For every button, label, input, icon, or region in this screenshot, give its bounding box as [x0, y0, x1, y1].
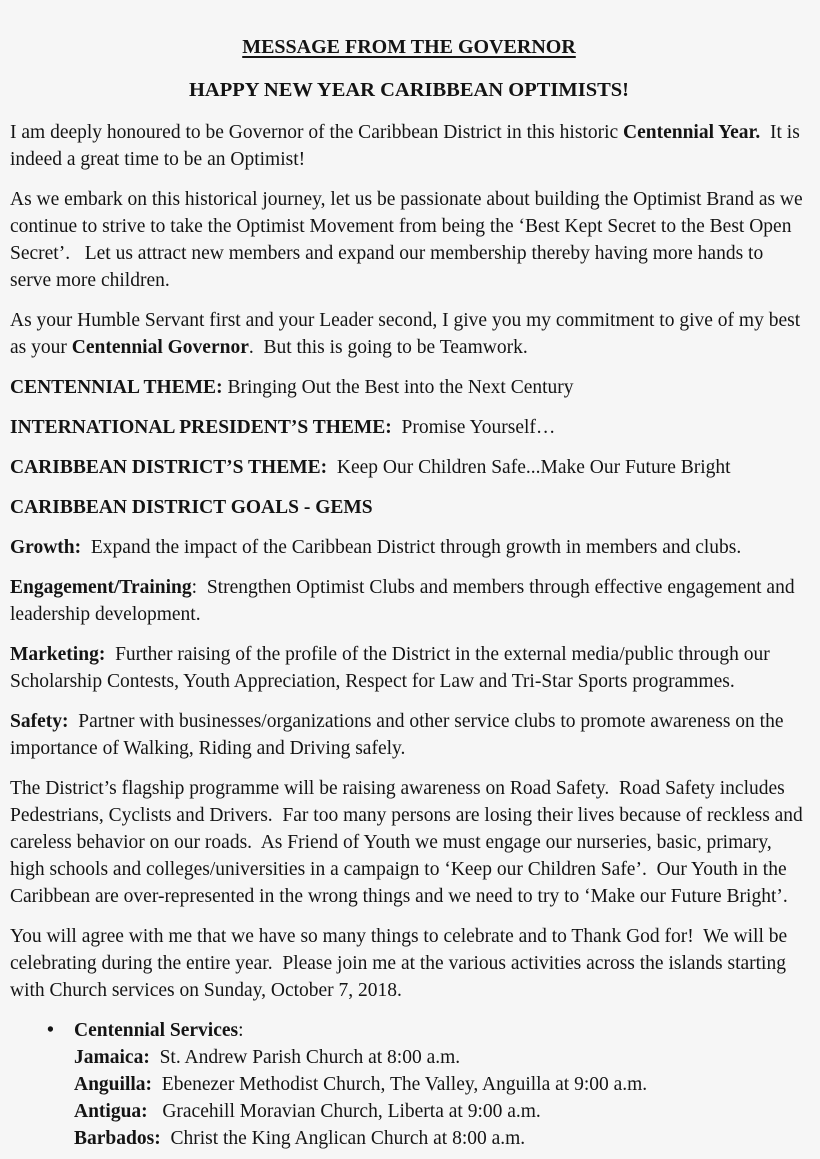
- intro-text-start: I am deeply honoured to be Governor of the Caribbean District in this historic: [10, 122, 624, 143]
- service-barbados-label: Barbados:: [74, 1128, 161, 1149]
- service-anguilla-text: Ebenezer Methodist Church, The Valley, Anguilla at 9:00 a.m.: [152, 1074, 648, 1095]
- goal-marketing-paragraph: [10, 641, 808, 695]
- road-safety-paragraph: The District’s flagship programme will be raising awareness on Road Safety. Road Safety includes Pedestrians, Cyclists and Drivers. Far too many persons are losing their lives because of reckless and careless behavior on our roads. As Friend of Youth we must engage our nurseries, basic, primary, high schools and colleges/universities in a campaign to ‘Keep our Children Safe’. Our Youth in the Caribbean are over-represented in the wrong things and we need to try to ‘Make our Future Bright’.: [10, 778, 808, 907]
- international-president-theme-label: INTERNATIONAL PRESIDENT’S THEME:: [10, 417, 392, 438]
- servant-paragraph: [10, 307, 808, 361]
- centennial-theme-label: CENTENNIAL THEME:: [10, 377, 223, 398]
- bullet-icon: •: [47, 1020, 54, 1041]
- centennial-theme-line: [10, 374, 808, 401]
- international-president-theme-line: [10, 414, 808, 441]
- goal-engagement-paragraph: [10, 574, 808, 628]
- service-jamaica-label: Jamaica:: [74, 1047, 150, 1068]
- centennial-services-label: Centennial Services: [74, 1020, 239, 1041]
- celebrate-paragraph: You will agree with me that we have so many things to celebrate and to Thank God for! We will be celebrating during the entire year. Please join me at the various activities across the islands starting with Church services on Sunday, October 7, 2018.: [10, 926, 793, 1001]
- centennial-theme-text: Bringing Out the Best into the Next Century: [222, 377, 574, 398]
- district-goals-heading: CARIBBEAN DISTRICT GOALS - GEMS: [10, 497, 373, 518]
- page-title-text: MESSAGE FROM THE GOVERNOR: [242, 36, 576, 58]
- goal-growth-label: Growth:: [10, 537, 82, 558]
- centennial-services-colon: :: [238, 1020, 244, 1041]
- caribbean-district-theme-line: [10, 454, 808, 481]
- goal-safety-text: Partner with businesses/organizations and other service clubs to promote awareness on the importance of Walking, Riding and Driving safely.: [10, 711, 789, 759]
- intro-paragraph: [10, 119, 808, 173]
- goal-growth-text: Expand the impact of the Caribbean District through growth in members and clubs.: [81, 537, 742, 558]
- service-antigua-text: Gracehill Moravian Church, Liberta at 9:00 a.m.: [147, 1101, 541, 1122]
- servant-text-start: As your Humble Servant first and your Leader second, I give you my commitment to give of my best as your: [10, 310, 805, 358]
- service-antigua-label: Antigua:: [74, 1101, 148, 1122]
- goal-safety-paragraph: [10, 708, 808, 762]
- intro-text-end: It is indeed a great time to be an Optimist!: [10, 122, 805, 170]
- service-item-anguilla: [10, 1071, 808, 1098]
- centennial-services-heading: [10, 1017, 808, 1044]
- service-item-antigua: [10, 1098, 808, 1125]
- service-anguilla-label: Anguilla:: [74, 1074, 153, 1095]
- goal-marketing-text: Further raising of the profile of the District in the external media/public through our Scholarship Contests, Youth Appreciation, Respect for Law and Tri-Star Sports programmes.: [10, 644, 775, 692]
- caribbean-district-theme-text: Keep Our Children Safe...Make Our Future Bright: [327, 457, 731, 478]
- goal-growth-paragraph: [10, 534, 808, 561]
- service-jamaica-text: St. Andrew Parish Church at 8:00 a.m.: [149, 1047, 461, 1068]
- page-title: [10, 34, 808, 61]
- servant-text-end: . But this is going to be Teamwork.: [248, 337, 528, 358]
- service-item-jamaica: [10, 1044, 808, 1071]
- international-president-theme-text: Promise Yourself…: [391, 417, 556, 438]
- goal-safety-label: Safety:: [10, 711, 69, 732]
- service-item-barbados: [10, 1125, 808, 1152]
- service-barbados-text: Christ the King Anglican Church at 8:00 a.m.: [160, 1128, 526, 1149]
- embark-paragraph: As we embark on this historical journey, let us be passionate about building the Optimist Brand as we continue to strive to take the Optimist Movement from being the ‘Best Kept Secret to the Best Open Secret’. Let us attract new members and expand our membership thereby having more hands to serve more children.: [10, 189, 808, 291]
- caribbean-district-theme-label: CARIBBEAN DISTRICT’S THEME:: [10, 457, 328, 478]
- goal-engagement-label: Engagement/Training: [10, 577, 192, 598]
- centennial-services-list: [10, 1017, 808, 1152]
- goal-marketing-label: Marketing:: [10, 644, 106, 665]
- centennial-year-emphasis: Centennial Year.: [623, 122, 761, 143]
- centennial-governor-emphasis: Centennial Governor: [71, 337, 249, 358]
- goal-engagement-text: : Strengthen Optimist Clubs and members through effective engagement and leadership development.: [10, 577, 800, 625]
- greeting-heading: HAPPY NEW YEAR CARIBBEAN OPTIMISTS!: [188, 79, 630, 101]
